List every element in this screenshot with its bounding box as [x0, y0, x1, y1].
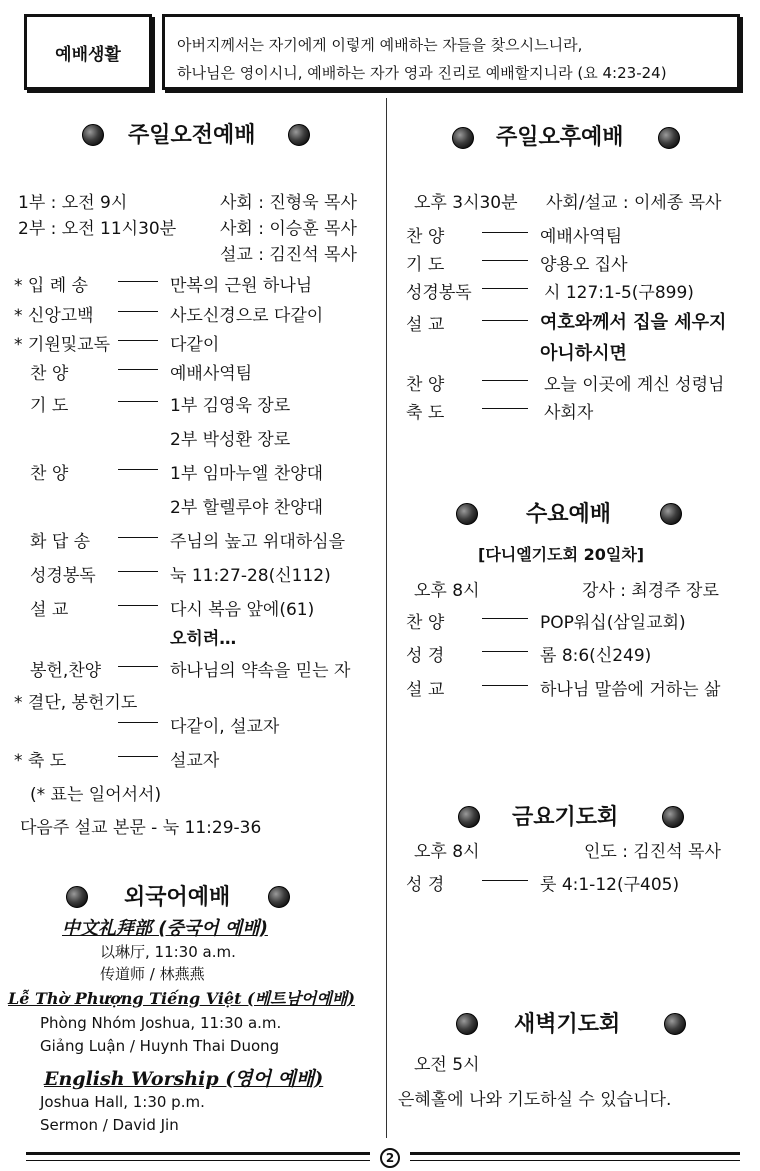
dawn-note: 은혜홀에 나와 기도하실 수 있습니다.: [398, 1090, 672, 1110]
order-value: 롬 8:6(신249): [540, 646, 652, 666]
bullet-icon: [268, 886, 290, 908]
order-value: 설교자: [170, 751, 220, 771]
dash-line: [482, 651, 528, 652]
dash-line: [482, 408, 528, 409]
order-value: 2부 박성환 장로: [170, 430, 291, 450]
order-value-emphasis: 오히려…: [170, 629, 237, 649]
bullet-icon: [658, 127, 680, 149]
dawn-title: 새벽기도회: [514, 1012, 621, 1037]
order-label: 찬 양: [30, 464, 69, 484]
dash-line: [482, 618, 528, 619]
dash-line: [118, 340, 158, 341]
order-value: 만복의 근원 하나님: [170, 276, 313, 296]
bullet-icon: [456, 503, 478, 525]
dash-line: [482, 232, 528, 233]
order-label: 찬 양: [406, 375, 445, 395]
order-label: * 결단, 봉헌기도: [14, 693, 138, 713]
bullet-icon: [664, 1013, 686, 1035]
order-label: 기 도: [30, 396, 69, 416]
page-number: [380, 1148, 400, 1168]
footer-rule-left: [26, 1152, 370, 1155]
bullet-icon: [458, 806, 480, 828]
order-label: 찬 양: [30, 364, 69, 384]
wednesday-title: 수요예배: [526, 502, 612, 527]
wednesday-speaker: 강사 : 최경주 장로: [582, 581, 719, 601]
order-value: 시 127:1-5(구899): [544, 283, 694, 303]
order-label: 설 교: [406, 680, 445, 700]
morning-preacher: 설교 : 김진석 목사: [220, 245, 357, 265]
chinese-line-2: 传道师 / 林燕燕: [100, 965, 205, 983]
order-value-emphasis: 아니하시면: [540, 343, 627, 364]
dash-line: [482, 380, 528, 381]
bullet-icon: [452, 127, 474, 149]
wednesday-subtitle: [다니엘기도회 20일차]: [478, 545, 645, 564]
english-title: English Worship (영어 예배): [44, 1068, 324, 1090]
footer-rule-left-thin: [26, 1160, 370, 1161]
morning-s2-leader: 사회 : 이승훈 목사: [220, 219, 357, 239]
order-value: 다같이: [170, 335, 220, 355]
column-divider: [386, 98, 387, 1138]
order-value: 예배사역팀: [540, 227, 623, 247]
dash-line: [118, 666, 158, 667]
order-value: 룻 4:1-12(구405): [540, 875, 680, 895]
dash-line: [118, 311, 158, 312]
order-value: 주님의 높고 위대하심을: [170, 532, 346, 552]
morning-s1-leader: 사회 : 진형욱 목사: [220, 193, 357, 213]
order-value: 2부 할렐루야 찬양대: [170, 498, 323, 518]
viet-line-2: Giảng Luận / Huynh Thai Duong: [40, 1037, 280, 1055]
dash-line: [118, 605, 158, 606]
afternoon-time: 오후 3시30분: [414, 193, 518, 213]
english-line-2: Sermon / David Jin: [40, 1116, 179, 1134]
bullet-icon: [288, 124, 310, 146]
dash-line: [118, 571, 158, 572]
order-label: 성 경: [406, 646, 445, 666]
foreign-title: 외국어예배: [124, 885, 231, 910]
dash-line: [118, 537, 158, 538]
chinese-title: 中文礼拜部 (중국어 예배): [62, 918, 268, 939]
dawn-time: 오전 5시: [414, 1055, 480, 1075]
order-value: 오늘 이곳에 계신 성령님: [544, 375, 725, 395]
bullet-icon: [82, 124, 104, 146]
friday-leader: 인도 : 김진석 목사: [584, 842, 721, 862]
wednesday-time: 오후 8시: [414, 581, 480, 601]
bullet-icon: [66, 886, 88, 908]
morning-s1-time: 1부 : 오전 9시: [18, 193, 128, 213]
order-label: 화 답 송: [30, 532, 91, 552]
order-value: 눅 11:27-28(신112): [170, 566, 331, 586]
verse-line-1: 아버지께서는 자기에게 이렇게 예배하는 자들을 찾으시느니라,: [177, 36, 583, 54]
order-label: 기 도: [406, 255, 445, 275]
next-week-text: 다음주 설교 본문 - 눅 11:29-36: [20, 818, 262, 838]
bullet-icon: [456, 1013, 478, 1035]
section-label: 예배생활: [55, 44, 121, 65]
order-value: 양용오 집사: [540, 255, 628, 275]
order-value: 예배사역팀: [170, 364, 253, 384]
verse-box: [162, 14, 740, 90]
order-value: 사도신경으로 다같이: [170, 306, 324, 326]
order-label: 성경봉독: [30, 566, 96, 586]
order-value: POP워십(삼일교회): [540, 613, 686, 633]
dash-line: [482, 685, 528, 686]
order-value: 다같이, 설교자: [170, 717, 280, 737]
dash-line: [118, 469, 158, 470]
verse-line-2: 하나님은 영이시니, 예배하는 자가 영과 진리로 예배할지니라 (요 4:23-24): [177, 64, 667, 82]
order-label: 축 도: [406, 403, 445, 423]
dash-line: [482, 320, 528, 321]
page-number-text: 2: [385, 1151, 395, 1165]
dash-line: [482, 288, 528, 289]
order-value: 하나님의 약속을 믿는 자: [170, 661, 351, 681]
order-label: 찬 양: [406, 227, 445, 247]
chinese-line-1: 以琳厅, 11:30 a.m.: [100, 943, 236, 961]
morning-title: 주일오전예배: [128, 123, 256, 148]
order-label: 설 교: [30, 600, 69, 620]
afternoon-leader: 사회/설교 : 이세종 목사: [546, 193, 722, 213]
standing-note: (* 표는 일어서서): [30, 785, 162, 805]
order-label: * 축 도: [14, 751, 67, 771]
order-value: 1부 김영욱 장로: [170, 396, 291, 416]
friday-title: 금요기도회: [512, 805, 619, 830]
order-label: * 신앙고백: [14, 306, 94, 326]
dash-line: [118, 722, 158, 723]
order-label: * 입 례 송: [14, 276, 88, 296]
dash-line: [482, 880, 528, 881]
order-value: 다시 복음 앞에(61): [170, 600, 315, 620]
afternoon-title: 주일오후예배: [496, 125, 624, 150]
order-label: 성 경: [406, 875, 445, 895]
friday-time: 오후 8시: [414, 842, 480, 862]
footer-rule-right: [410, 1152, 740, 1155]
order-label: 찬 양: [406, 613, 445, 633]
viet-title: Lễ Thờ Phượng Tiếng Việt (베트남어예배): [8, 989, 355, 1008]
order-label: * 기원및교독: [14, 335, 111, 355]
footer-rule-right-thin: [410, 1160, 740, 1161]
order-value-emphasis: 여호와께서 집을 세우지: [540, 312, 727, 333]
viet-line-1: Phòng Nhóm Joshua, 11:30 a.m.: [40, 1014, 282, 1032]
dash-line: [118, 281, 158, 282]
dash-line: [118, 756, 158, 757]
order-value: 하나님 말씀에 거하는 삶: [540, 680, 721, 700]
dash-line: [482, 260, 528, 261]
order-value: 사회자: [544, 403, 594, 423]
dash-line: [118, 369, 158, 370]
morning-s2-time: 2부 : 오전 11시30분: [18, 219, 177, 239]
section-label-box: [24, 14, 152, 90]
order-label: 설 교: [406, 315, 445, 335]
bullet-icon: [660, 503, 682, 525]
order-label: 성경봉독: [406, 283, 472, 303]
bullet-icon: [662, 806, 684, 828]
english-line-1: Joshua Hall, 1:30 p.m.: [40, 1093, 205, 1111]
order-value: 1부 임마누엘 찬양대: [170, 464, 323, 484]
order-label: 봉헌,찬양: [30, 661, 102, 681]
dash-line: [118, 401, 158, 402]
